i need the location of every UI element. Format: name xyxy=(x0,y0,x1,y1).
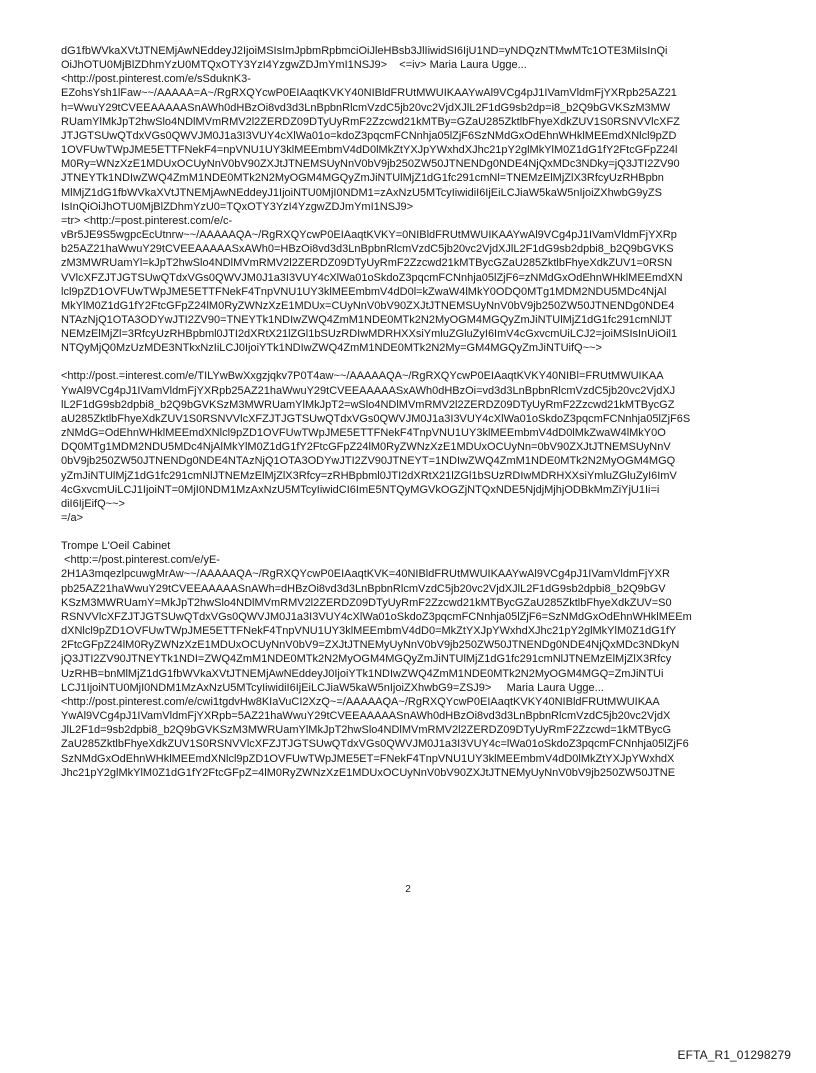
text-line: NTAzNjQ1OTA3ODYwJTI2ZV90=TNEYTk1NDIwZWQ4ZmM1NDE0MTk2N2MyOGM4MGQyZmJiNTUlMjZ1dG1fc291cmNlJT xyxy=(61,313,673,326)
text-line: 2H1A3mqezlpcuwgMrAw~~/AAAAAQA~/RgRXQYcwP0EIAaqtKVK=40NIBldFRUtMWUIKAAYwAl9VCg4pJ1IVamVldmFjYXR xyxy=(61,568,670,581)
text-line: JlL2F1d=9sb2dpbi8_b2Q9bGVKSzM3MWRUamYlMkJpT2hwSlo4NDlMVmRMV2l2ZERDZ09DTyUyRmF2Zzcwd=1kMTBycG xyxy=(61,724,672,737)
text-line: diI6IjEifQ~~> xyxy=(61,497,125,510)
text-line: MkYlM0Z1dG1fY2FtcGFpZ24lM0RyZWNzXzE1MDUx=CUyNnV0bV90ZXJtJTNEMSUyNnV0bV9jb250ZW50JTNENDg0NDE4 xyxy=(61,299,675,312)
text-line: yZmJiNTUlMjZ1dG1fc291cmNlJTNEMzElMjZlX3Rfcy=zRHBpbml0JTI2dXRtX21lZGl1bSUzRDIwMDRHXXsiYmluZGluZyI6ImV xyxy=(61,469,677,482)
text-line: <http://post.pinterest.com/e/sSduknK3- xyxy=(61,73,251,86)
text-line: YwAl9VCg4pJ1IVamVldmFjYXRpb=5AZ21haWwuY29tCVEEAAAAASnAWh0dHBzOi8vd3d3LnBpbnRlcmVzdC5jb20vc2VjdX xyxy=(61,710,671,723)
text-line: LCJ1IjoiNTU0MjI0NDM1MzAxNzU5MTcyIiwidiI6IjEiLCJiaW5kaW5nIjoiZXhwbG9=ZSJ9> Maria Laura Ugge... xyxy=(61,681,604,694)
text-line: SzNMdGxOdEhnWHklMEEmdXNlcl9pZD1OVFUwTWpJME5ET=FNekF4TnpVNU1UY3klMEEmbmV4dD0lMkZtYXJpYWxhdX xyxy=(61,752,675,765)
text-line: M0Ry=WNzXzE1MDUxOCUyNnV0bV90ZXJtJTNEMSUyNnV0bV9jb250ZW50JTNENDg0NDE4NjQxMDc3NDky=jQ3JTI2ZV90 xyxy=(61,158,680,171)
text-line: 0bV9jb250ZW50JTNENDg0NDE4NTAzNjQ1OTA3ODYwJTI2ZV90JTNEYT=1NDIwZWQ4ZmM1NDE0MTk2N2MyOGM4MGQ xyxy=(61,455,676,468)
text-line: RUamYlMkJpT2hwSlo4NDlMVmRMV2l2ZERDZ09DTyUyRmF2Zzcwd21kMTBy=GZaU285ZktlbFhyeXdkZUV1S0RSNVVlcXFZ xyxy=(61,115,680,128)
text-line: <http:=/post.pinterest.com/e/yE- xyxy=(61,554,220,567)
text-line: ZaU285ZktlbFhyeXdkZUV1S0RSNVVlcXFZJTJGTSUwQTdxVGs0QWVJM0J1a3I3VUY4c=lWa01oSkdoZ3pqcmFCNnhja05lZjF6 xyxy=(61,738,689,751)
text-line: <http://post.pinterest.com/e/cwi1tgdvHw8KIaVuCI2XzQ~=/AAAAAQA~/RgRXQYcwP0EIAaqtKVKY40NIBldFRUtMWUIKAA xyxy=(61,695,660,708)
text-line: pb25AZ21haWwuY29tCVEEAAAAASnAWh=dHBzOi8vd3d3LnBpbnRlcmVzdC5jb20vc2VjdXJlL2F1dG9sb2dpbi8_b2Q9bGV xyxy=(61,582,666,595)
text-line: =tr> <http:/=post.pinterest.com/e/c- xyxy=(61,214,233,227)
text-line: b25AZ21haWwuY29tCVEEAAAAASxAWh0=HBzOi8vd3d3LnBpbnRlcmVzdC5jb20vc2VjdXJlL2F1dG9sb2dpbi8_b2Q9bGVKS xyxy=(61,243,674,256)
text-line: h=WwuY29tCVEEAAAAASnAWh0dHBzOi8vd3d3LnBpbnRlcmVzdC5jb20vc2VjdXJlL2F1dG9sb2dp=i8_b2Q9bGVKSzM3MW xyxy=(61,101,671,114)
text-line: RSNVVlcXFZJTJGTSUwQTdxVGs0QWVJM0J1a3I3VUY4cXlWa01oSkdoZ3pqcmFCNnhja05lZjF6=SzNMdGxOdEhnWHklMEEm xyxy=(61,610,692,623)
text-line: UzRHB=bnMlMjZ1dG1fbWVkaXVtJTNEMjAwNEddeyJ0IjoiYTk1NDIwZWQ4ZmM1NDE0MTk2N2MyOGM4MGQ=ZmJiNTUi xyxy=(61,667,664,680)
text-line: VVlcXFZJTJGTSUwQTdxVGs0QWVJM0J1a3I3VUY4cXlWa01oSkdoZ3pqcmFCNnhja05lZjF6=zNMdGxOdEhnWHklMEEmdXN xyxy=(61,271,683,284)
text-line: Jhc21pY2glMkYlM0Z1dG1fY2FtcGFpZ=4lM0RyZWNzXzE1MDUxOCUyNnV0bV90ZXJtJTNEMyUyNnV0bV9jb250ZW50JTNE xyxy=(61,766,676,779)
document-id-footer: EFTA_R1_01298279 xyxy=(677,1048,791,1062)
text-line: NTQyMjQ0MzUzMDE3NTkxNzIiLCJ0IjoiYTk1NDIwZWQ4ZmM1NDE0MTk2N2My=GM4MGQyZmJiNTUifQ~~> xyxy=(61,342,602,355)
text-line: 2FtcGFpZ24lM0RyZWNzXzE1MDUxOCUyNnV0bV9=ZXJtJTNEMyUyNnV0bV9jb250ZW50JTNENDg0NDE4NjQxMDc3NDkyN xyxy=(61,639,680,652)
text-line: lL2F1dG9sb2dpbi8_b2Q9bGVKSzM3MWRUamYlMkJpT2=wSlo4NDlMVmRMV2l2ZERDZ09DTyUyRmF2Zzcwd21kMTBycGZ xyxy=(61,398,675,411)
text-line: DQ0MTg1MDM2NDU5MDc4NjAlMkYlM0Z1dG1fY2FtcGFpZ24lM0RyZWNzXzE1MDUxOCUyNn=0bV90ZXJtJTNEMSUyNnV xyxy=(61,441,671,454)
text-line: dG1fbWVkaXVtJTNEMjAwNEddeyJ2IjoiMSIsImJpbmRpbmciOiJleHBsb3JlIiwidSI6IjU1ND=yNDQzNTMwMTc1OTE3MiIsInQi xyxy=(61,45,668,57)
blank-line xyxy=(61,355,769,369)
text-line: aU285ZktlbFhyeXdkZUV1S0RSNVVlcXFZJTJGTSUwQTdxVGs0QWVJM0J1a3I3VUY4cXlWa01oSkdoZ3pqcmFCNnhja05lZjF6S xyxy=(61,412,691,425)
text-line: =/a> xyxy=(61,512,84,524)
blank-line xyxy=(61,525,769,539)
text-line: lcl9pZD1OVFUwTWpJME5ETTFNekF4TnpVNU1UY3klMEEmbmV4dD0l=kZwaW4lMkY0ODQ0MTg1MDM2NDU5MDc4NjAl xyxy=(61,285,667,298)
text-line: jQ3JTI2ZV90JTNEYTk1NDI=ZWQ4ZmM1NDE0MTk2N2MyOGM4MGQyZmJiNTUlMjZ1dG1fc291cmNlJTNEMzElMjZlX3Rfcy xyxy=(61,653,672,666)
text-line: vBr5JE9S5wgpcEcUtnrw~~/AAAAAQA~/RgRXQYcwP0EIAaqtKVKY=0NIBldFRUtMWUIKAAYwAl9VCg4pJ1IVamVldmFjYXRp xyxy=(61,229,677,242)
text-line: zM3MWRUamYl=kJpT2hwSlo4NDlMVmRMV2l2ZERDZ09DTyUyRmF2Zzcwd21kMTBycGZaU285ZktlbFhyeXdkZUV1=0RSN xyxy=(61,257,673,270)
text-line: zNMdG=OdEhnWHklMEEmdXNlcl9pZD1OVFUwTWpJME5ETTFNekF4TnpVNU1UY3klMEEmbmV4dD0lMkZwaW4lMkY0O xyxy=(61,427,666,440)
text-line: JTNEYTk1NDIwZWQ4ZmM1NDE0MTk2N2MyOGM4MGQyZmJiNTUlMjZ1dG1fc291cmNl=TNEMzElMjZlX3RfcyUzRHBpbn xyxy=(61,172,664,185)
text-line: Trompe L'Oeil Cabinet xyxy=(61,540,171,553)
text-line: <http://post.=interest.com/e/TILYwBwXxgzjqkv7P0T4aw~~/AAAAAQA~/RgRXQYcwP0EIAaqtKVKY40NIBl=FRUtMWUIKAA xyxy=(61,370,664,383)
document-body xyxy=(61,44,769,780)
page-number: 2 xyxy=(405,884,411,895)
text-line: EZohsYsh1lFaw~~/AAAAA=A~/RgRXQYcwP0EIAaqtKVKY40NIBldFRUtMWUIKAAYwAl9VCg4pJ1IVamVldmFjYXRpb25AZ21 xyxy=(61,87,677,100)
text-line: 1OVFUwTWpJME5ETTFNekF4=npVNU1UY3klMEEmbmV4dD0lMkZtYXJpYWxhdXJhc21pY2glMkYlM0Z1dG1fY2FtcGFpZ24l xyxy=(61,144,678,157)
text-line: MlMjZ1dG1fbWVkaXVtJTNEMjAwNEddeyJ1IjoiNTU0MjI0NDM1=zAxNzU5MTcyIiwidiI6IjEiLCJiaW5kaW5nIjoiZXhwbG9yZS xyxy=(61,186,662,199)
text-line: JTJGTSUwQTdxVGs0QWVJM0J1a3I3VUY4cXlWa01o=kdoZ3pqcmFCNnhja05lZjF6SzNMdGxOdEhnWHklMEEmdXNlcl9pZD xyxy=(61,129,677,142)
text-line: 4cGxvcmUiLCJ1IjoiNT=0MjI0NDM1MzAxNzU5MTcyIiwidCI6ImE5NTQyMGVkOGZjNTQxNDE5NjdjMjhjODBkMmZiYjU1Ii=i xyxy=(61,483,660,496)
text-line: dXNlcl9pZD1OVFUwTWpJME5ETTFNekF4TnpVNU1UY3klMEEmbmV4dD0=MkZtYXJpYWxhdXJhc21pY2glMkYlM0Z1dG1fY xyxy=(61,625,677,638)
text-line: NEMzElMjZl=3RfcyUzRHBpbml0JTI2dXRtX21lZGl1bSUzRDIwMDRHXXsiYmluZGluZyI6ImV4cGxvcmUiLCJ2=joiMSIsInUiOil1 xyxy=(61,328,678,341)
text-line: KSzM3MWRUamY=MkJpT2hwSlo4NDlMVmRMV2l2ZERDZ09DTyUyRmF2Zzcwd21kMTBycGZaU285ZktlbFhyeXdkZUV=S0 xyxy=(61,596,672,609)
text-line: OiJhOTU0MjBlZDhmYzU0MTQxOTY3YzI4YzgwZDJmYmI1NSJ9> <=iv> Maria Laura Ugge... xyxy=(61,59,527,72)
text-line: IsInQiOiJhOTU0MjBlZDhmYzU0=TQxOTY3YzI4YzgwZDJmYmI1NSJ9> xyxy=(61,200,414,213)
text-line: YwAl9VCg4pJ1IVamVldmFjYXRpb25AZ21haWwuY29tCVEEAAAAASxAWh0dHBzOi=vd3d3LnBpbnRlcmVzdC5jb20vc2VjdXJ xyxy=(61,384,676,397)
